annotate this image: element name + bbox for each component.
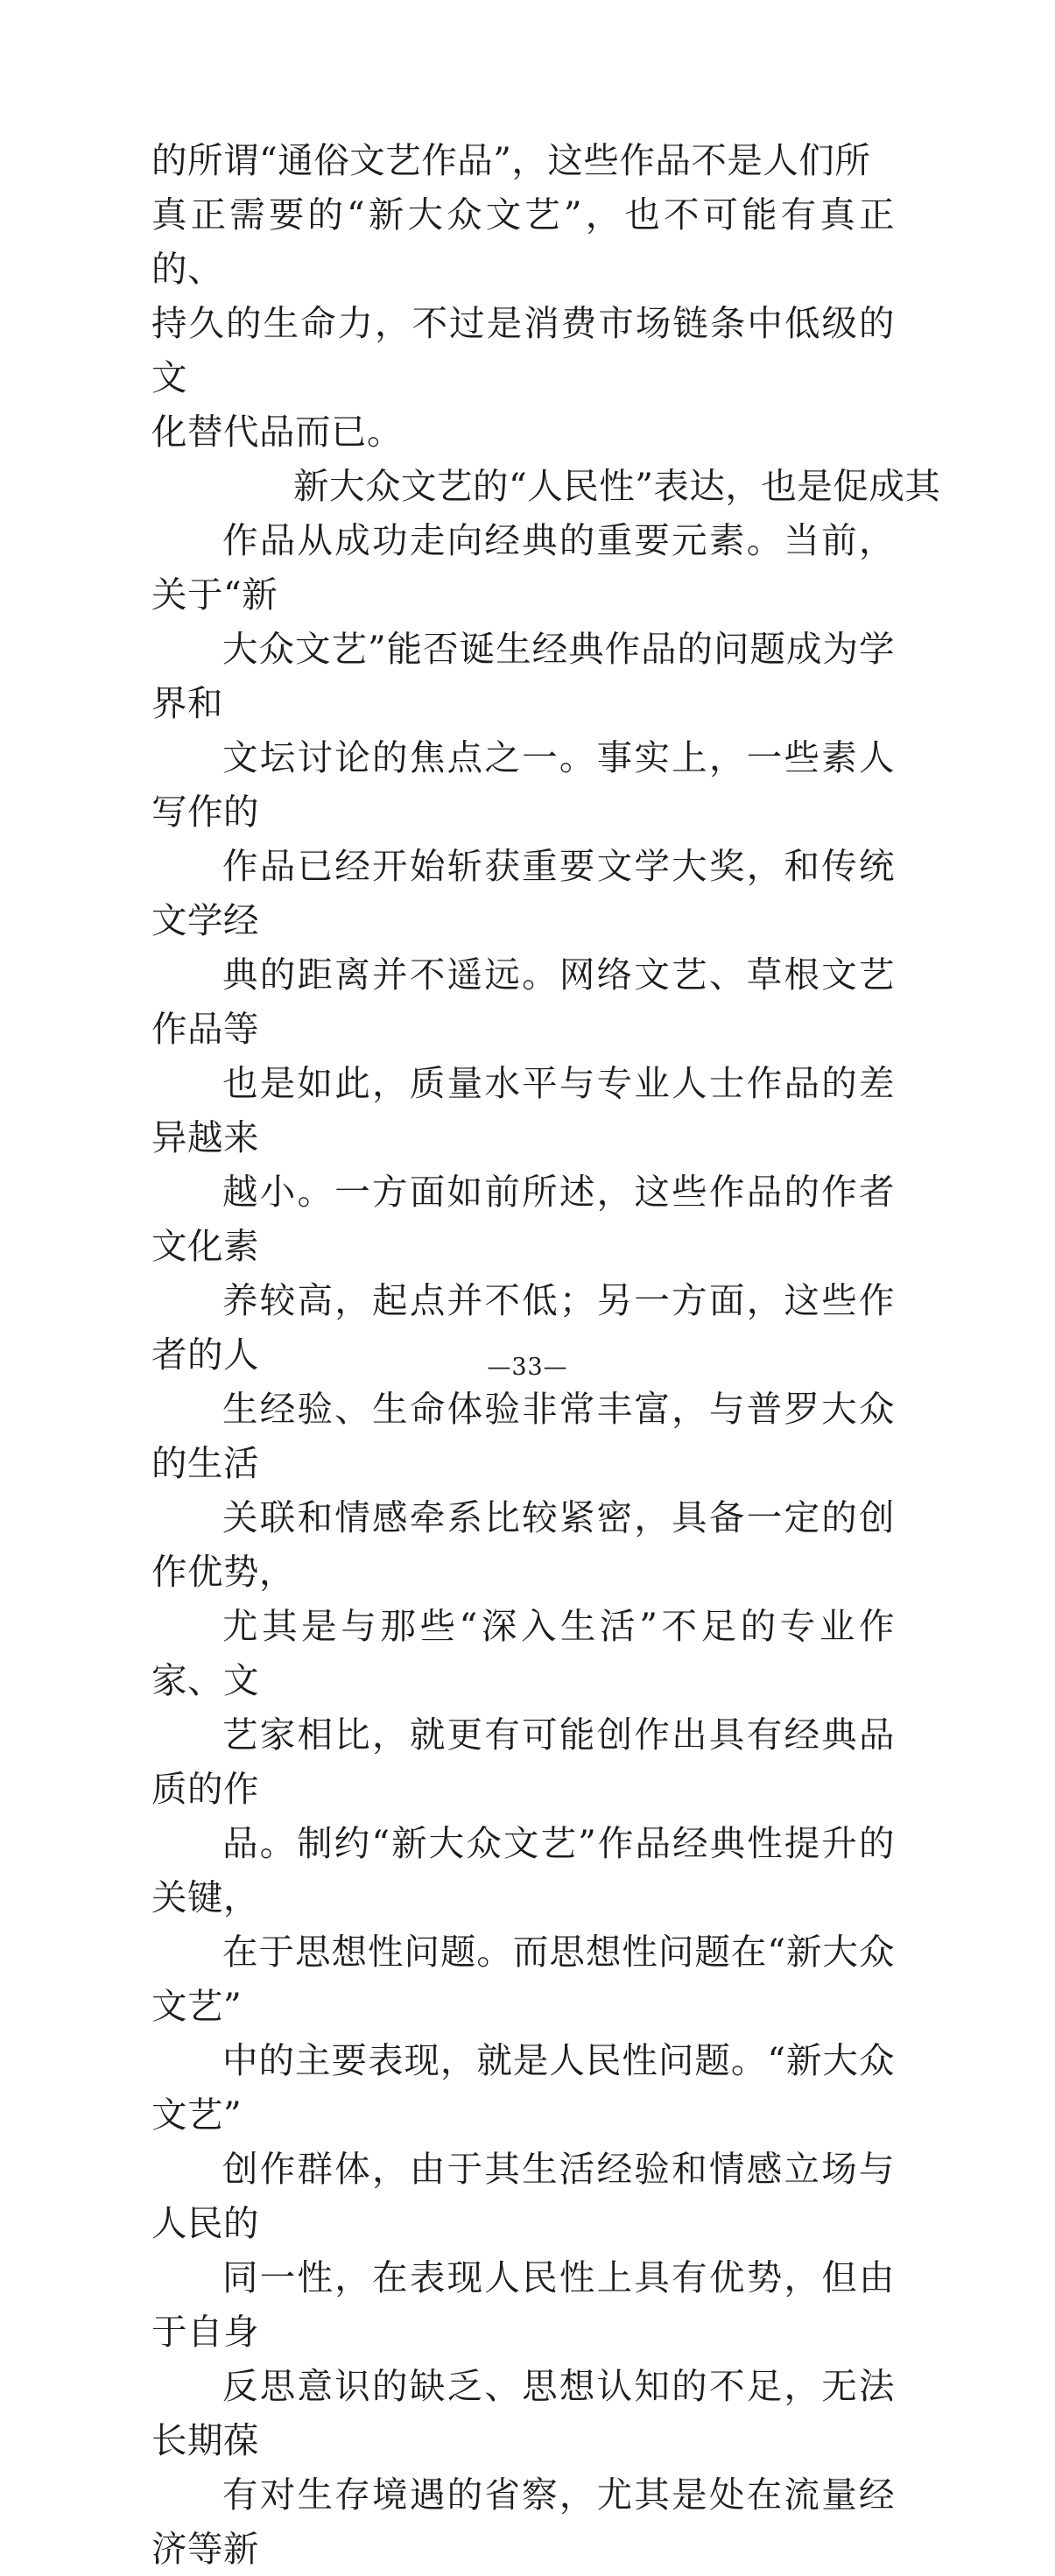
text-line: 的所谓“通俗文艺作品”，这些作品不是人们所 bbox=[151, 139, 871, 181]
text-line: 化替代品而已。 bbox=[151, 411, 403, 453]
text-line: 创作群体，由于其生活经验和情感立场与人民的 bbox=[151, 2148, 895, 2244]
text-line: 品。制约“新大众文艺”作品经典性提升的关键， bbox=[151, 1822, 895, 1918]
text-line: 反思意识的缺乏、思想认知的不足，无法长期葆 bbox=[151, 2365, 895, 2461]
text-line: 有对生存境遇的省察，尤其是处在流量经济等新 bbox=[151, 2474, 895, 2570]
text-line: 作品从成功走向经典的重要元素。当前，关于“新 bbox=[151, 519, 895, 616]
text-line: 艺家相比，就更有可能创作出具有经典品质的作 bbox=[151, 1714, 895, 1810]
text-line: 关联和情感牵系比较紧密，具备一定的创作优势， bbox=[151, 1496, 895, 1593]
paragraph-2 bbox=[151, 459, 941, 2576]
text-line: 同一性，在表现人民性上具有优势，但由于自身 bbox=[151, 2256, 895, 2353]
paragraph-1 bbox=[151, 133, 895, 459]
text-line: 养较高，起点并不低；另一方面，这些作者的人 bbox=[151, 1279, 895, 1376]
text-line: 典的距离并不遥远。网络文艺、草根文艺作品等 bbox=[151, 954, 895, 1050]
text-line: 尤其是与那些“深入生活”不足的专业作家、文 bbox=[151, 1605, 895, 1701]
text-line: 大众文艺”能否诞生经典作品的问题成为学界和 bbox=[151, 628, 895, 724]
text-line: 越小。一方面如前所述，这些作品的作者文化素 bbox=[151, 1171, 895, 1267]
text-line: 作品已经开始斩获重要文学大奖，和传统文学经 bbox=[151, 845, 895, 941]
text-line: 在于思想性问题。而思想性问题在“新大众文艺” bbox=[151, 1931, 895, 2027]
text-line: 中的主要表现，就是人民性问题。“新大众文艺” bbox=[151, 2039, 895, 2136]
text-line: 文坛讨论的焦点之一。事实上，一些素人写作的 bbox=[151, 736, 895, 833]
text-line: 生经验、生命体验非常丰富，与普罗大众的生活 bbox=[151, 1388, 895, 1484]
page-number: —33— bbox=[487, 1354, 568, 1381]
text-line: 新大众文艺的“人民性”表达，也是促成其 bbox=[293, 465, 941, 507]
text-line: 持久的生命力，不过是消费市场链条中低级的文 bbox=[151, 302, 895, 398]
text-line: 也是如此，质量水平与专业人士作品的差异越来 bbox=[151, 1062, 895, 1158]
text-line: 真正需要的“新大众文艺”，也不可能有真正的、 bbox=[151, 194, 895, 290]
